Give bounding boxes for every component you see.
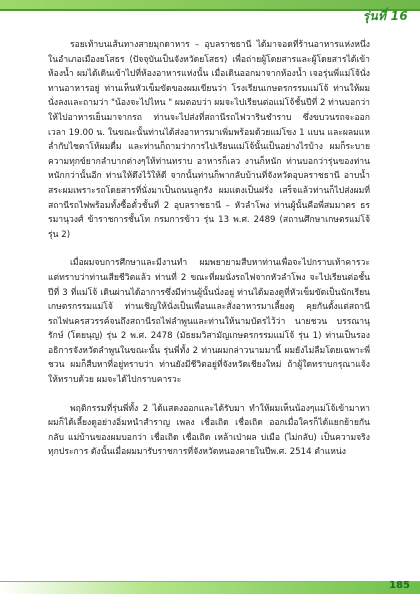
article-body — [48, 38, 370, 460]
top-decorative-line — [0, 9, 420, 11]
body-paragraph-3: พฤติกรรมที่รุ่นพี่ทั้ง 2 ได้แสดงออกและได้รับมา ทำให้ผมเห็นน้องๆแม่โจ้เข้ามาหา ผมก็ได้เลี้ยงดูอย่างอิ่มหนำสำราญ เพลง เชื่อเถิด เชื่อเถิด ออกเมื่อใครก็ได้แยกย้ายกันกลับ แม่บ้านของผมบอกว่า เชื่อเถิด เชื่อเถิด เหล้าเป่าผล บ่เมือ (ไม่กลับ) เป็นความจริงทุกประการ ดังนั้นเมื่อผมมารับราชการที่จังหวัดหนองคายในปีพ.ศ. 2514 ตำแหน่ง — [48, 403, 370, 458]
top-decorative-stripe — [0, 0, 420, 9]
body-paragraph-1: รอยเท้าบนเส้นทางสายมุกดาหาร – อุบลราชธานี ได้มาจอดที่ร้านอาหารแห่งหนึ่งในอำเภอเมืองยโสธร (ปัจจุบันเป็นจังหวัดยโสธร) เพื่อถ่ายผู้โดยสารและผู้โดยสารได้เข้าห้องน้ำ ผมได้เดินเข้าไปที่ห้องอาหารแห่งนั้น เมื่อเดินออกมาจากห้องน้ำ เจอรุ่นพี่แม่โจ้นั่งทานอาหารอยู่ ท่านเห็นหัวเข็มขัดของผมเขียนว่า โรงเรียนเกษตรกรรมแม่โจ้ ท่านให้ผมนั่งลงและถามว่า "น้องจะไปไหน " ผมตอบว่า ผมจะไปเรียนต่อแม่โจ้ชั้นปีที่ 2 ท่านบอกว่าให้ไปอาหารเย็นมาจากรถ ท่านจะไปส่งที่สถานีรถไฟวารินชำราบ ซึ่งขบวนรถจะออกเวลา 19.00 น. ในขณะนั้นท่านได้ส่งอาหารมาเพิ่มพร้อมด้วยแม่โขง 1 แบน และผลมแหล่ำกับไชตาโห้ผมดื่ม และท่านก็ถามว่าการไปเรียนแม่โจ้นั้นเป็นอย่างไรบ้าง ผมก็ระบายความทุกข์ยากลำบากต่างๆให้ท่านทราบ อาหารก็เลว งานก็หนัก ท่านบอกว่ารุ่นของท่านหนักกว่านั้นอีก ท่านให้ดึงไว้ให้ดี จากนั้นท่านก็พากลับบ้านที่จังหวัดอุบลราชธานี อาบน้ำ สระผมเพราะรถโดยสารที่นั่งมาเป็นถนนลูกรัง ผมแดงเป็นฝรั่ง เสร็จแล้วท่านก็ไปส่งผมที่สถานีรถไฟพร้อมทั้งซื้อตั๋วชั้นที่ 2 อุบลราชธานี – หัวลำโพง ท่านผู้นั้นคือพี่สมมาตร ธรรมานุวงศ์ ข้าราชการชั้นโท กรมการข้าว รุ่น 13 พ.ศ. 2489 (สถานศึกษาเกษตรแม่โจ้ รุ่น 2) — [48, 40, 370, 240]
edition-label: รุ่นที่ 16 — [362, 9, 408, 23]
bottom-decorative-stripe — [0, 582, 420, 594]
body-paragraph-2: เมื่อผมจบการศึกษาและมีงานทำ ผมพยายามสืบหาท่านเพื่อจะไปกราบเท้าคารวะ แต่ทราบว่าท่านเสียชีวิตแล้ว ท่านที่ 2 ขณะที่ผมนั่งรถไฟจากหัวลำโพง จะไปเรียนต่อชั้นปีที่ 3 ที่แม่โจ้ เดินผ่านได้อาการซึ่งมีท่านผู้นั้นนั่งอยู่ ท่านได้มองดูที่หัวเข็มขัดเป็นนักเรียนเกษตรกรรมแม่โจ้ ท่านเชิญให้นั่งเป็นเพื่อนและสั่งอาหารมาเลี้ยงดู คุยกันตั้งแต่สถานีรถไฟนครสวรรค์จนถึงสถานีรถไฟลำพูนและท่านให้นามบัตรไว้ว่า นายชวน บรรณานุรักษ์ (โดยนุญ) รุ่น 2 พ.ศ. 2478 (มัธยมวิสามัญเกษตรกรรมแม่โจ้ รุ่น 1) ท่านเป็นรองอธิการจังหวัดลำพูนในขณะนั้น รุ่นพี่ทั้ง 2 ท่านผมกล่าวนามมานี้ ผมยังไม่ลืมโดยเฉพาะพี่ชวน ผมก็สืบหาที่อยู่ทราบว่า ท่านยังมีชีวิตอยู่ที่จังหวัดเชียงใหม่ ถ้าผู้ใดทราบกรุณาแจ้งให้ทราบด้วย ผมจะได้ไปกราบคารวะ — [48, 258, 370, 386]
page-number: 185 — [389, 580, 410, 591]
